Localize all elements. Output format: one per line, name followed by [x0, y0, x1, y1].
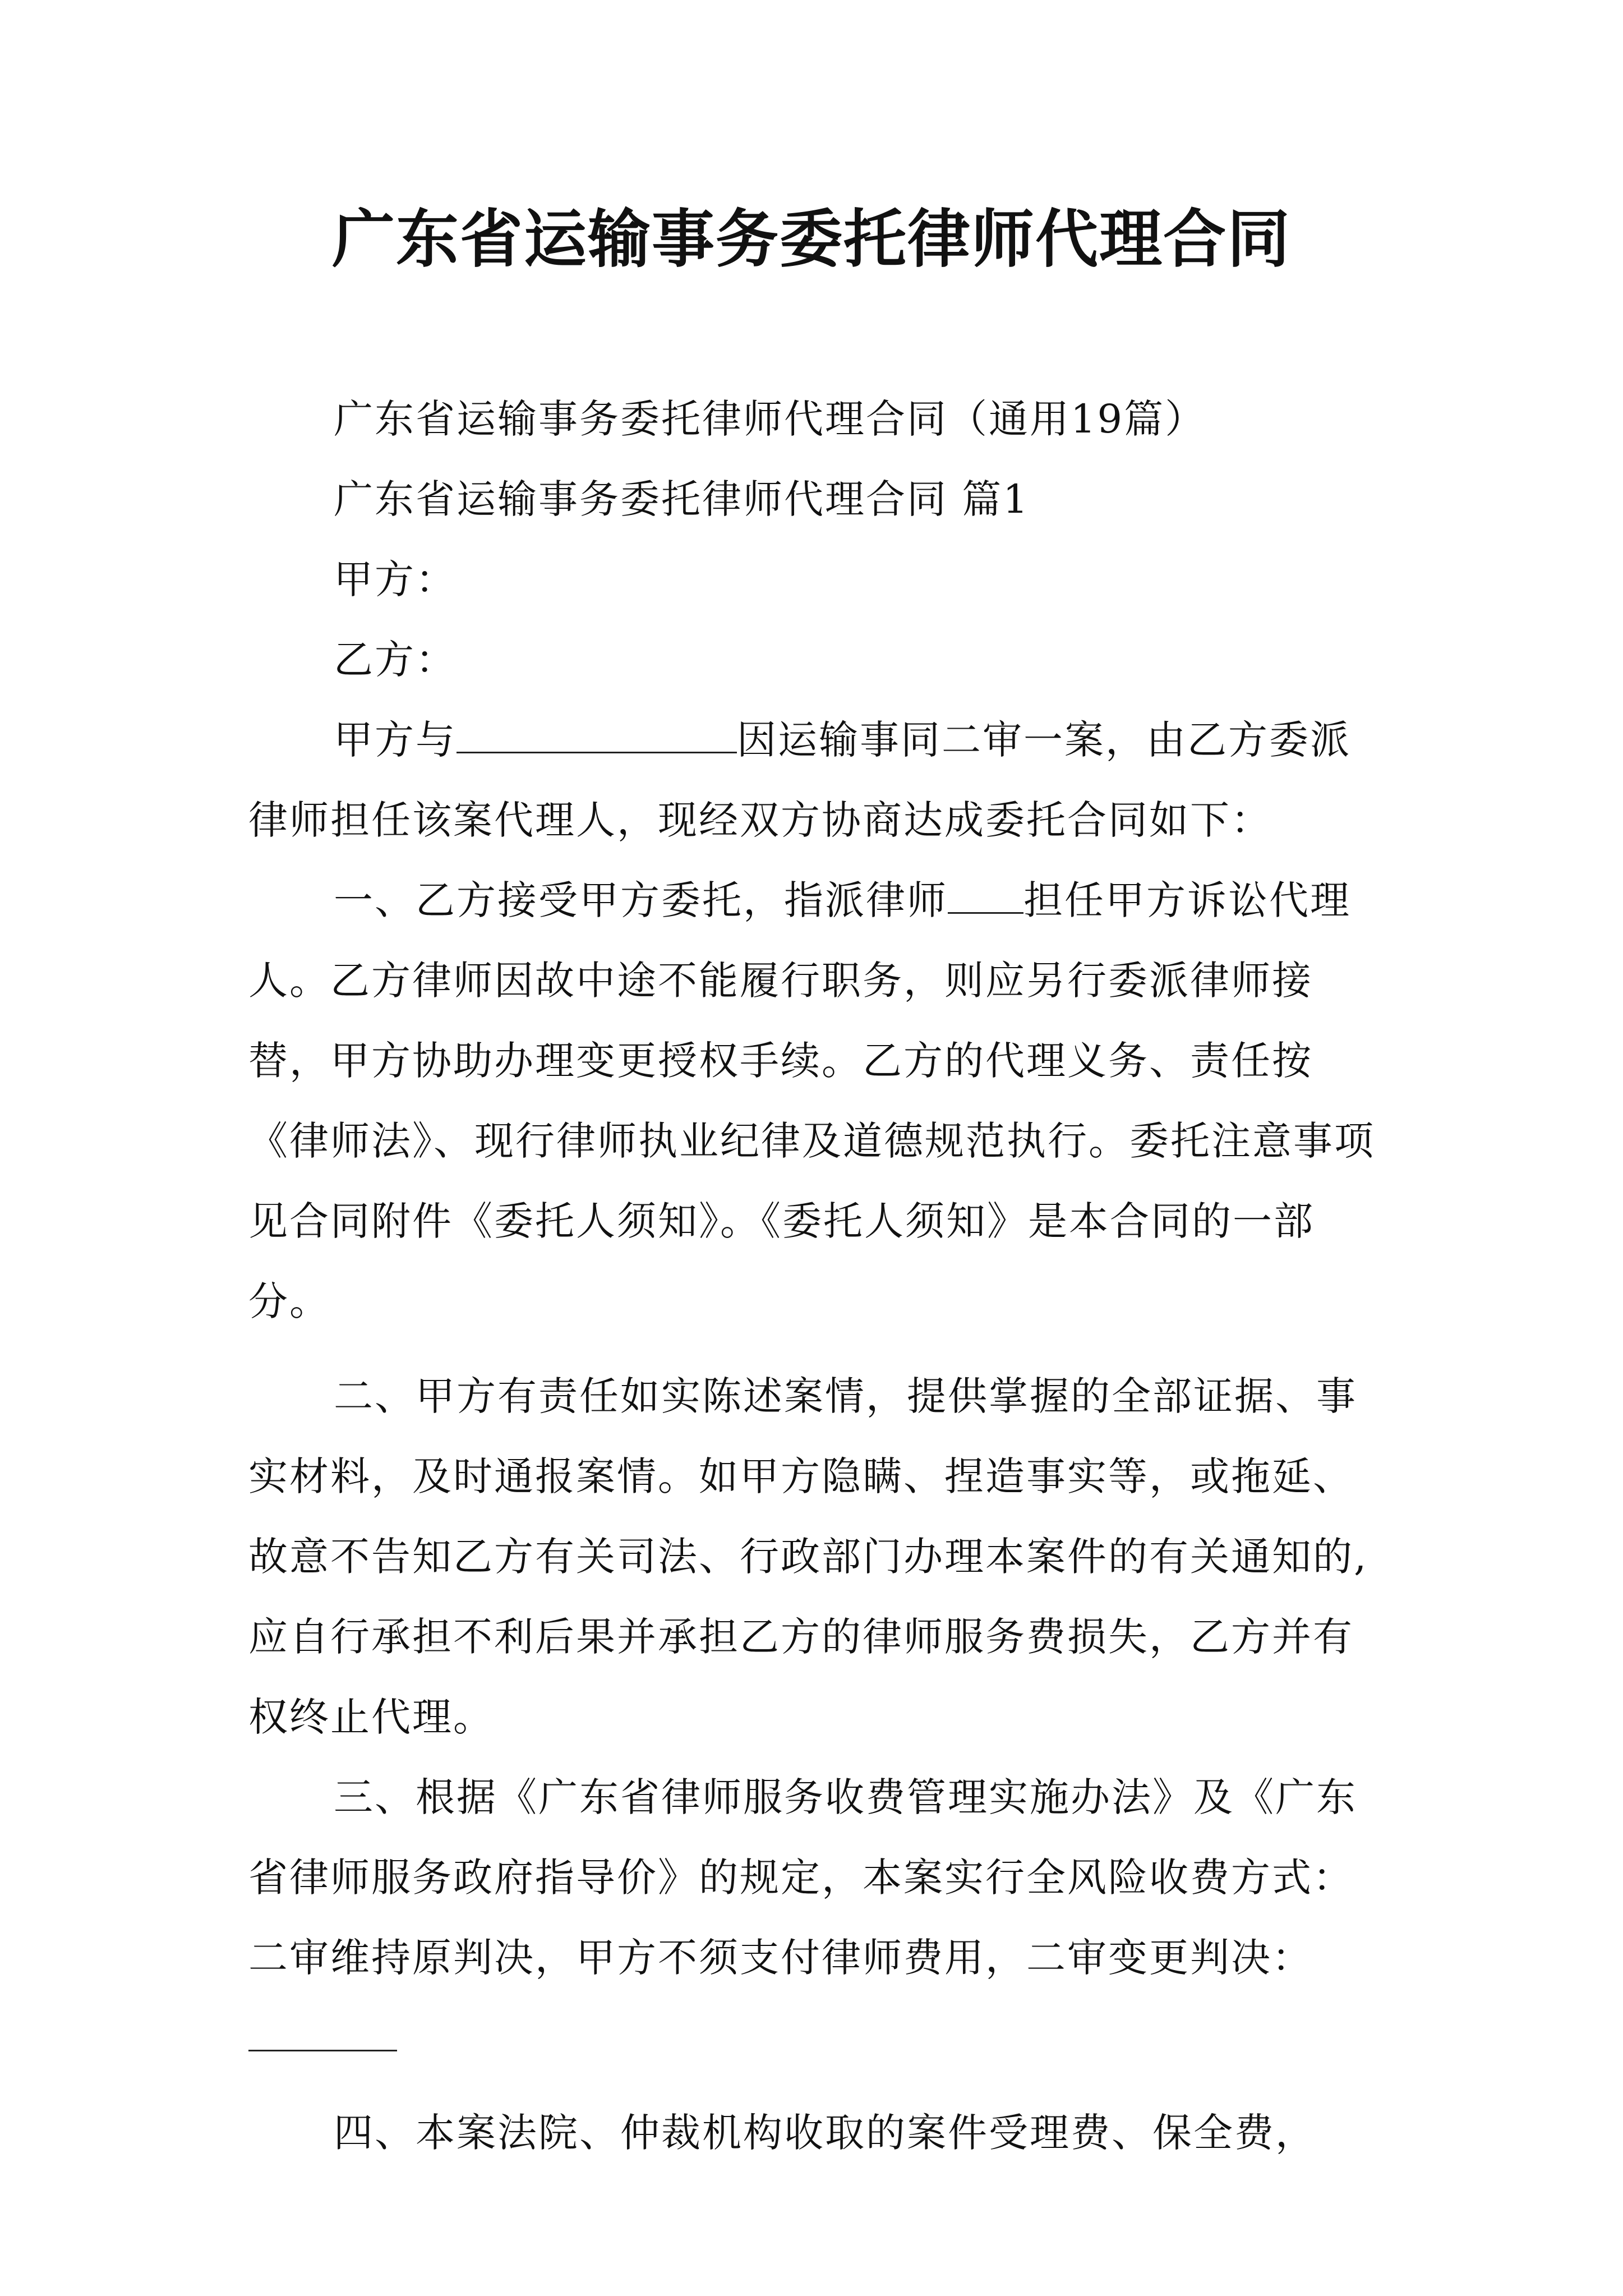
- clause-3-text: 三、根据《广东省律师服务收费管理实施办法》及《广东省律师服务政府指导价》的规定，本案实行全风险收费方式：二审维持原判决，甲方不须支付律师费用，二审变更判决：: [248, 1774, 1357, 1981]
- intro-text-end: 因运输事同二审一案，由乙方委派律师担任该案代理人，现经双方协商达成委托合同如下：: [248, 717, 1351, 843]
- clause-3: [248, 1757, 1382, 2078]
- section-heading: 广东省运输事务委托律师代理合同 篇1: [334, 476, 1030, 522]
- clause-1: [248, 861, 1382, 1342]
- document-title: 广东省运输事务委托律师代理合同: [332, 203, 1291, 276]
- clause-4: 四、本案法院、仲裁机构收取的案件受理费、保全费，: [334, 2110, 1316, 2156]
- party-b-line: 乙方：: [334, 637, 457, 683]
- clause-1-end: 担任甲方诉讼代理人。乙方律师因故中途不能履行职务，则应另行委派律师接替，甲方协助办理变更授权手续。乙方的代理义务、责任按《律师法》、现行律师执业纪律及道德规范执行。委托注意事项见合同附件《委托人须知》。《委托人须知》是本合同的一部分。: [248, 877, 1375, 1324]
- lawyer-name-blank: [948, 878, 1023, 914]
- clause-2: 二、甲方有责任如实陈述案情，提供掌握的全部证据、事实材料，及时通报案情。如甲方隐瞒、捏造事实等，或拖延、故意不告知乙方有关司法、行政部门办理本案件的有关通知的,应自行承担不利后果并承担乙方的律师服务费损失，乙方并有权终止代理。: [248, 1373, 1368, 1740]
- subtitle-line: 广东省运输事务委托律师代理合同（通用19篇）: [334, 396, 1206, 442]
- intro-text-start: 甲方与: [334, 717, 457, 763]
- party-a-line: 甲方：: [334, 556, 457, 602]
- document-body: [248, 379, 1382, 2173]
- counterparty-blank: [457, 718, 737, 753]
- intro-paragraph: [248, 700, 1382, 861]
- clause-1-start: 一、乙方接受甲方委托，指派律师: [334, 877, 948, 923]
- fee-blank: [248, 2016, 397, 2051]
